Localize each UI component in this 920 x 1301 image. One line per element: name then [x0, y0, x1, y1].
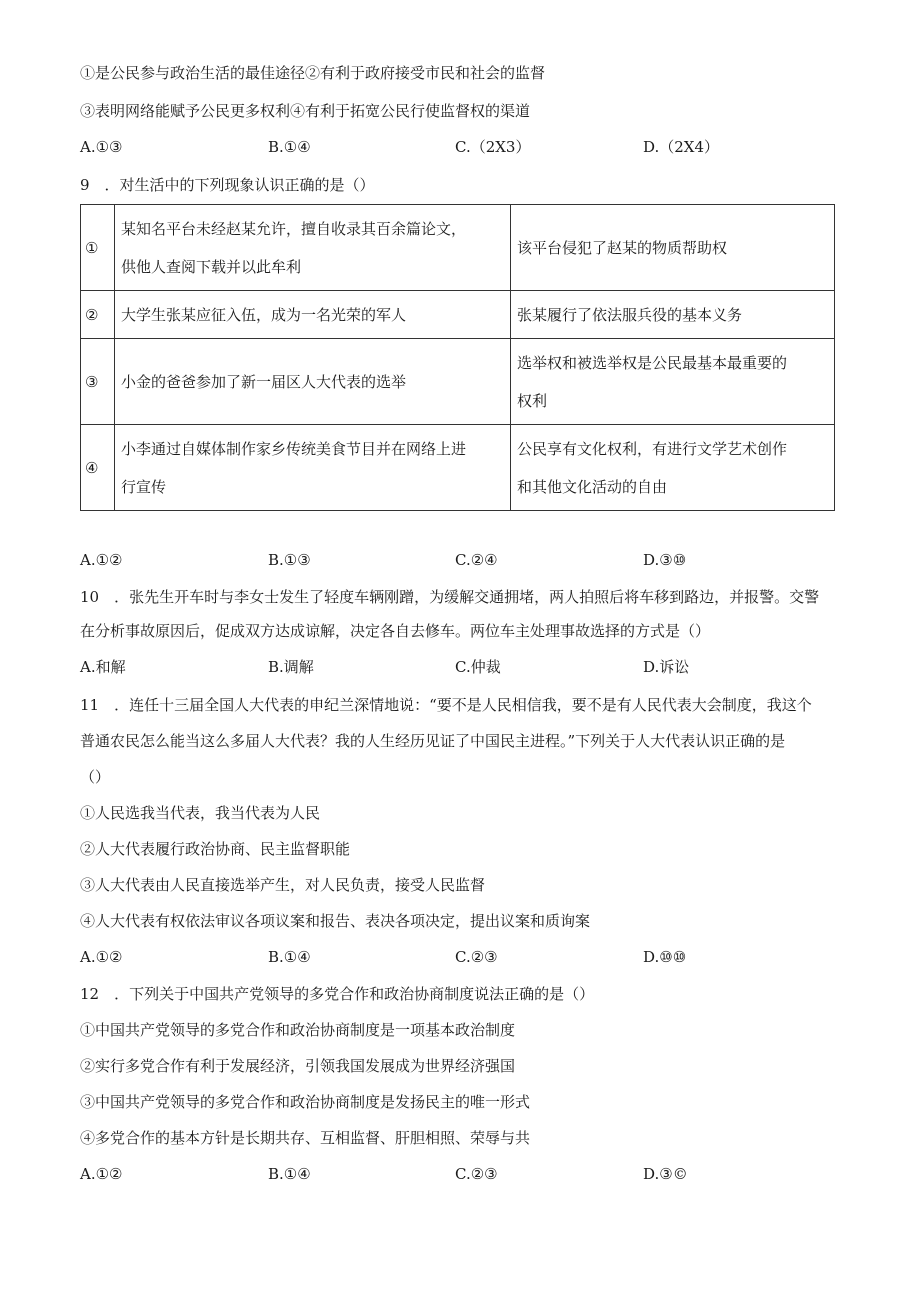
cell-line: 和其他文化活动的自由	[517, 477, 668, 496]
q12-option-d: D.③©	[643, 1165, 688, 1183]
row-situation	[115, 425, 511, 511]
q10-option-d: D.诉讼	[643, 658, 690, 676]
q11-stem-line-1: 11 ．连任十三届全国人大代表的申纪兰深情地说：“要不是人民相信我，要不是有人民代表大会制度，我这个	[80, 696, 812, 714]
row-situation	[115, 339, 511, 425]
q9-option-c: C.②④	[455, 551, 498, 569]
row-judgement	[511, 339, 835, 425]
q11-statement-2: ②人大代表履行政治协商、民主监督职能	[80, 840, 351, 858]
cell-line: 权利	[517, 391, 548, 410]
q8-option-c: C.（2X3）	[455, 138, 531, 156]
q10-option-b: B.调解	[268, 658, 314, 676]
q11-stem-line-2: 普通农民怎么能当这么多届人大代表？我的人生经历见证了中国民主进程。”下列关于人大代表认识正确的是	[80, 732, 786, 750]
q8-option-d: D.（2X4）	[643, 138, 720, 156]
cell-line: 该平台侵犯了赵某的物质帮助权	[517, 238, 728, 257]
cell-line: 公民享有文化权利，有进行文学艺术创作	[517, 439, 788, 458]
row-judgement	[511, 205, 835, 291]
cell-line: 供他人查阅下载并以此牟利	[121, 257, 302, 276]
q10-option-c: C.仲裁	[455, 658, 501, 676]
q12-statement-4: ④多党合作的基本方针是长期共存、互相监督、肝胆相照、荣辱与共	[80, 1129, 531, 1147]
q9-table	[80, 204, 835, 511]
q9-option-b: B.①③	[268, 551, 311, 569]
cell-line: 小李通过自媒体制作家乡传统美食节目并在网络上进	[121, 439, 467, 458]
q11-option-a: A.①②	[80, 948, 123, 966]
q12-stem: 12 ．下列关于中国共产党领导的多党合作和政治协商制度说法正确的是（）	[80, 985, 595, 1003]
q11-option-c: C.②③	[455, 948, 498, 966]
q8-option-a: A.①③	[80, 138, 123, 156]
q11-statement-3: ③人大代表由人民直接选举产生，对人民负责，接受人民监督	[80, 876, 486, 894]
cell-line: 张某履行了依法服兵役的基本义务	[517, 305, 743, 324]
q11-statement-4: ④人大代表有权依法审议各项议案和报告、表决各项决定，提出议案和质询案	[80, 912, 591, 930]
row-number: ④	[81, 425, 115, 511]
row-judgement	[511, 291, 835, 339]
cell-line: 某知名平台未经赵某允许，擅自收录其百余篇论文，	[121, 219, 467, 238]
q11-option-b: B.①④	[268, 948, 311, 966]
cell-line: 行宣传	[121, 477, 167, 496]
q9-option-a: A.①②	[80, 551, 123, 569]
q10-stem-line-1: 10 ．张先生开车时与李女士发生了轻度车辆刚蹭，为缓解交通拥堵，两人拍照后将车移到路边，并报警。交警	[80, 588, 820, 606]
q8-option-b: B.①④	[268, 138, 311, 156]
cell-line: 选举权和被选举权是公民最基本最重要的	[517, 353, 788, 372]
cell-line: 小金的爸爸参加了新一届区人大代表的选举	[121, 372, 407, 391]
q12-statement-2: ②实行多党合作有利于发展经济，引领我国发展成为世界经济强国	[80, 1057, 516, 1075]
row-number: ①	[81, 205, 115, 291]
q12-option-a: A.①②	[80, 1165, 123, 1183]
row-number: ②	[81, 291, 115, 339]
q10-option-a: A.和解	[80, 658, 126, 676]
q10-stem-line-2: 在分析事故原因后，促成双方达成谅解，决定各自去修车。两位车主处理事故选择的方式是（）	[80, 622, 711, 640]
row-judgement	[511, 425, 835, 511]
q8-statement-line-1: ①是公民参与政治生活的最佳途径②有利于政府接受市民和社会的监督	[80, 64, 546, 82]
q12-option-b: B.①④	[268, 1165, 311, 1183]
q9-stem: 9 ．对生活中的下列现象认识正确的是（）	[80, 176, 375, 194]
q12-statement-1: ①中国共产党领导的多党合作和政治协商制度是一项基本政治制度	[80, 1021, 516, 1039]
q11-stem-line-3: （）	[80, 768, 111, 786]
q9-option-d: D.③⑩	[643, 551, 687, 569]
q11-statement-1: ①人民选我当代表，我当代表为人民	[80, 804, 321, 822]
q11-option-d: D.⑩⑩	[643, 948, 687, 966]
table-row	[81, 425, 835, 511]
table-row	[81, 291, 835, 339]
row-number: ③	[81, 339, 115, 425]
cell-line: 大学生张某应征入伍，成为一名光荣的军人	[121, 305, 407, 324]
row-situation	[115, 205, 511, 291]
q8-statement-line-2: ③表明网络能赋予公民更多权利④有利于拓宽公民行使监督权的渠道	[80, 102, 531, 120]
q12-option-c: C.②③	[455, 1165, 498, 1183]
table-row	[81, 339, 835, 425]
row-situation	[115, 291, 511, 339]
q12-statement-3: ③中国共产党领导的多党合作和政治协商制度是发扬民主的唯一形式	[80, 1093, 531, 1111]
table-row	[81, 205, 835, 291]
